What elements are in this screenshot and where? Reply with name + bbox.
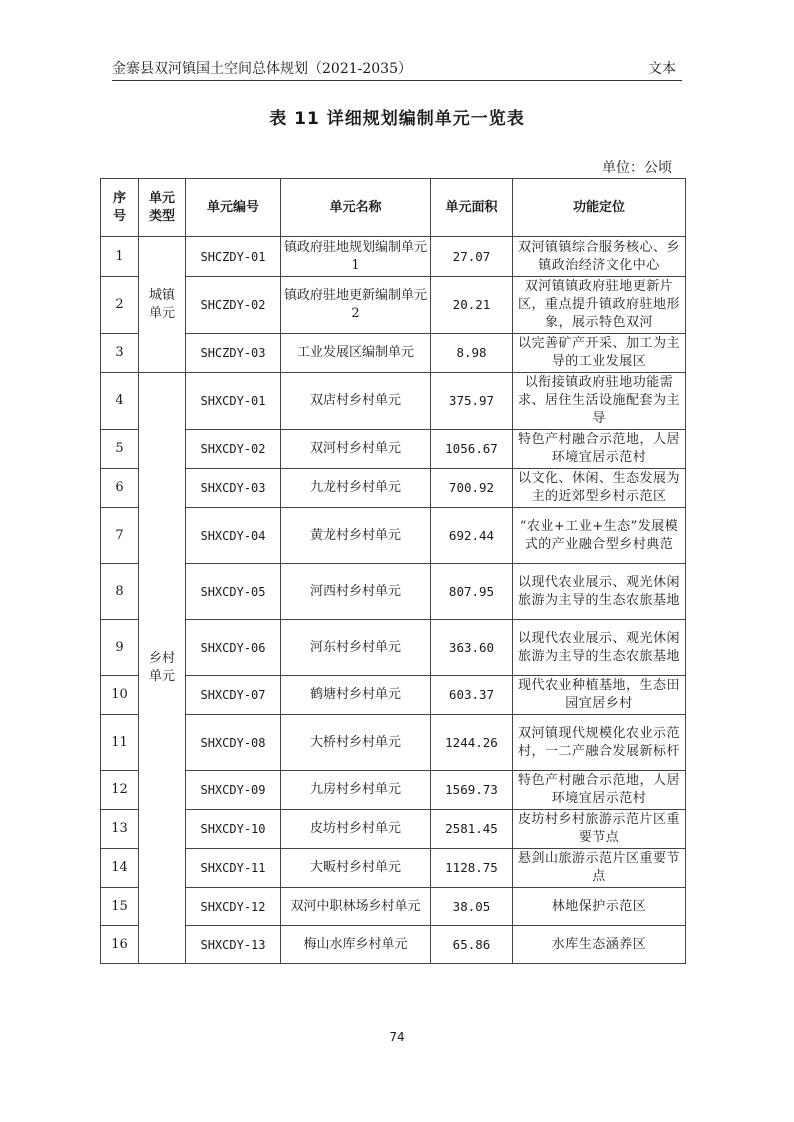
header-type: 单元类型	[139, 179, 186, 237]
cell-seq: 13	[101, 810, 139, 849]
cell-name: 梅山水库乡村单元	[281, 926, 431, 964]
cell-seq: 3	[101, 334, 139, 373]
cell-name: 大桥村乡村单元	[281, 715, 431, 771]
table-title: 表 11 详细规划编制单元一览表	[269, 109, 525, 129]
page-number: 74	[389, 1030, 405, 1044]
cell-name: 双河村乡村单元	[281, 430, 431, 469]
cell-seq: 1	[101, 237, 139, 277]
cell-func: 以文化、休闲、生态发展为主的近郊型乡村示范区	[513, 469, 686, 508]
cell-code: SHXCDY-13	[186, 926, 281, 964]
cell-seq: 16	[101, 926, 139, 964]
cell-func: 水库生态涵养区	[513, 926, 686, 964]
cell-code: SHXCDY-04	[186, 508, 281, 564]
cell-func: “农业+工业+生态”发展模式的产业融合型乡村典范	[513, 508, 686, 564]
cell-area: 1056.67	[431, 430, 513, 469]
cell-area: 375.97	[431, 373, 513, 430]
page-header	[112, 56, 682, 81]
cell-func: 以现代农业展示、观光休闲旅游为主导的生态农旅基地	[513, 564, 686, 620]
cell-code: SHXCDY-01	[186, 373, 281, 430]
cell-func: 特色产村融合示范地，人居环境宜居示范村	[513, 430, 686, 469]
cell-name: 黄龙村乡村单元	[281, 508, 431, 564]
table-row	[101, 676, 686, 715]
cell-code: SHCZDY-02	[186, 277, 281, 334]
cell-name: 九龙村乡村单元	[281, 469, 431, 508]
cell-func: 悬剑山旅游示范片区重要节点	[513, 849, 686, 888]
table-header-row	[101, 179, 686, 237]
cell-area: 38.05	[431, 888, 513, 926]
cell-name: 九房村乡村单元	[281, 771, 431, 810]
cell-name: 镇政府驻地更新编制单元2	[281, 277, 431, 334]
cell-area: 8.98	[431, 334, 513, 373]
table-row	[101, 926, 686, 964]
table-row	[101, 564, 686, 620]
cell-area: 20.21	[431, 277, 513, 334]
table-row	[101, 715, 686, 771]
cell-func: 现代农业种植基地，生态田园宜居乡村	[513, 676, 686, 715]
cell-area: 363.60	[431, 620, 513, 676]
cell-name: 工业发展区编制单元	[281, 334, 431, 373]
cell-area: 65.86	[431, 926, 513, 964]
cell-code: SHXCDY-02	[186, 430, 281, 469]
cell-code: SHXCDY-11	[186, 849, 281, 888]
header-code: 单元编号	[186, 179, 281, 237]
header-name: 单元名称	[281, 179, 431, 237]
cell-seq: 2	[101, 277, 139, 334]
cell-type-town: 城镇单元	[139, 237, 186, 373]
cell-code: SHXCDY-03	[186, 469, 281, 508]
cell-func: 皮坊村乡村旅游示范片区重要节点	[513, 810, 686, 849]
cell-func: 以现代农业展示、观光休闲旅游为主导的生态农旅基地	[513, 620, 686, 676]
cell-seq: 6	[101, 469, 139, 508]
cell-area: 692.44	[431, 508, 513, 564]
cell-code: SHXCDY-12	[186, 888, 281, 926]
table-row	[101, 888, 686, 926]
cell-name: 河西村乡村单元	[281, 564, 431, 620]
cell-code: SHCZDY-01	[186, 237, 281, 277]
cell-area: 1128.75	[431, 849, 513, 888]
cell-name: 皮坊村乡村单元	[281, 810, 431, 849]
cell-name: 双河中职林场乡村单元	[281, 888, 431, 926]
cell-name: 大畈村乡村单元	[281, 849, 431, 888]
header-seq: 序号	[101, 179, 139, 237]
header-section-label: 文本	[648, 61, 676, 77]
cell-func: 以完善矿产开采、加工为主导的工业发展区	[513, 334, 686, 373]
cell-seq: 11	[101, 715, 139, 771]
cell-name: 双店村乡村单元	[281, 373, 431, 430]
cell-area: 1244.26	[431, 715, 513, 771]
cell-area: 1569.73	[431, 771, 513, 810]
cell-seq: 5	[101, 430, 139, 469]
cell-seq: 7	[101, 508, 139, 564]
table-row	[101, 810, 686, 849]
cell-func: 林地保护示范区	[513, 888, 686, 926]
cell-area: 27.07	[431, 237, 513, 277]
unit-label: 单位：公顷	[602, 160, 672, 176]
table-row	[101, 849, 686, 888]
cell-code: SHXCDY-06	[186, 620, 281, 676]
cell-func: 特色产村融合示范地，人居环境宜居示范村	[513, 771, 686, 810]
cell-seq: 8	[101, 564, 139, 620]
table-row	[101, 373, 686, 430]
cell-func: 双河镇现代规模化农业示范村，一二产融合发展新标杆	[513, 715, 686, 771]
planning-units-table	[100, 178, 686, 964]
cell-func: 双河镇镇综合服务核心、乡镇政治经济文化中心	[513, 237, 686, 277]
cell-seq: 10	[101, 676, 139, 715]
cell-func: 以衔接镇政府驻地功能需求、居住生活设施配套为主导	[513, 373, 686, 430]
cell-seq: 9	[101, 620, 139, 676]
cell-code: SHXCDY-08	[186, 715, 281, 771]
cell-area: 2581.45	[431, 810, 513, 849]
header-area: 单元面积	[431, 179, 513, 237]
cell-type-village: 乡村单元	[139, 373, 186, 964]
table-row	[101, 237, 686, 277]
table-row	[101, 334, 686, 373]
cell-code: SHXCDY-05	[186, 564, 281, 620]
cell-code: SHXCDY-10	[186, 810, 281, 849]
cell-seq: 4	[101, 373, 139, 430]
table-row	[101, 508, 686, 564]
table-row	[101, 771, 686, 810]
cell-name: 鹤塘村乡村单元	[281, 676, 431, 715]
cell-name: 镇政府驻地规划编制单元1	[281, 237, 431, 277]
cell-seq: 14	[101, 849, 139, 888]
cell-area: 603.37	[431, 676, 513, 715]
header-document-title: 金寨县双河镇国土空间总体规划（2021-2035）	[112, 61, 412, 77]
cell-area: 700.92	[431, 469, 513, 508]
cell-code: SHXCDY-07	[186, 676, 281, 715]
cell-code: SHCZDY-03	[186, 334, 281, 373]
cell-code: SHXCDY-09	[186, 771, 281, 810]
cell-area: 807.95	[431, 564, 513, 620]
table-row	[101, 469, 686, 508]
table-row	[101, 430, 686, 469]
cell-name: 河东村乡村单元	[281, 620, 431, 676]
cell-seq: 12	[101, 771, 139, 810]
table-row	[101, 620, 686, 676]
header-func: 功能定位	[513, 179, 686, 237]
cell-func: 双河镇镇政府驻地更新片区，重点提升镇政府驻地形象，展示特色双河	[513, 277, 686, 334]
cell-seq: 15	[101, 888, 139, 926]
table-row	[101, 277, 686, 334]
